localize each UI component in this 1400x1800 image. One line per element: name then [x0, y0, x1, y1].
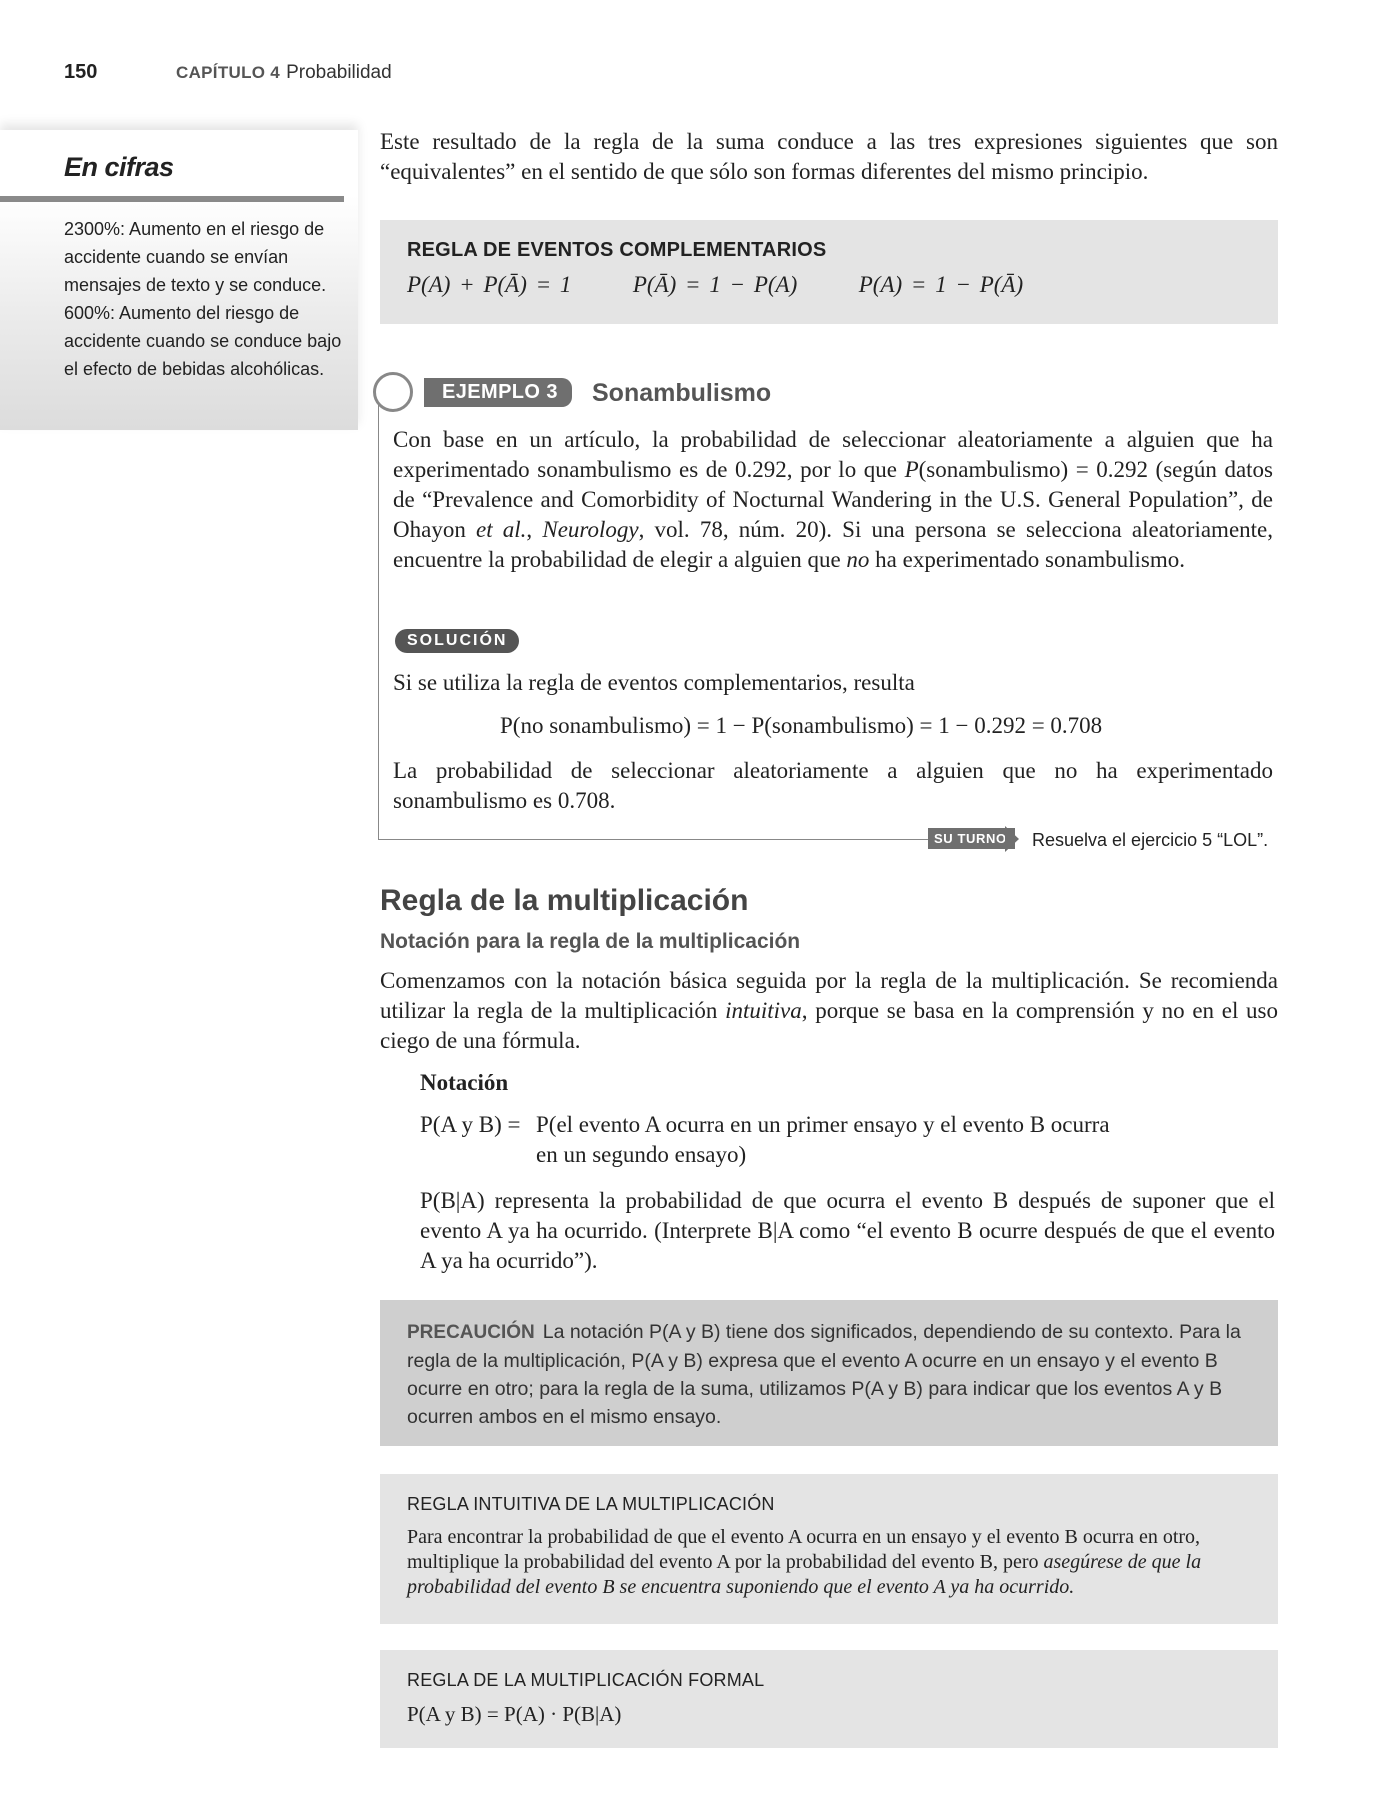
chapter-label: CAPÍTULO 4	[176, 63, 281, 82]
complement-rule-formulas	[407, 272, 1023, 298]
formal-rule-box	[380, 1650, 1278, 1748]
running-head	[176, 62, 392, 84]
su-turno-tag: SU TURNO	[928, 828, 1015, 849]
caution-text: La notación P(A y B) tiene dos significados, dependiendo de su contexto. Para la regla de la multiplicación, P(A y B) expresa que el evento A ocurre en un ensayo y el evento B ocurre en otro; para la regla de la suma, utilizamos P(A y B) para indicar que los eventos A y B ocurren ambos en el mismo ensayo.	[407, 1321, 1241, 1428]
section-intro: Comenzamos con la notación básica seguida por la regla de la multiplicación. Se recomienda utilizar la regla de la multiplicación intuitiva, porque se basa en la comprensión y no en el uso ciego de una fórmula.	[380, 968, 1278, 1053]
conditional-notation: P(B|A) representa la probabilidad de que ocurra el evento B después de suponer que el evento A ya ha ocurrido. (Interprete B|A como “el evento B ocurre después de que el evento A ya ha ocurrido”).	[420, 1188, 1275, 1273]
example-body: Con base en un artículo, la probabilidad de seleccionar aleatoriamente a alguien que ha experimentado sonambulismo es de 0.292, por lo que P(sonambulismo) = 0.292 (según datos de “Prevalence and Comorbidity of Nocturnal Wandering in the U.S. General Population”, de Ohayon et al., Neurology, vol. 78, núm. 20). Si una persona se selecciona aleatoriamente, encuentre la probabilidad de elegir a alguien que no ha experimentado sonambulismo.	[393, 427, 1274, 572]
notation-rhs-line2: en un segundo ensayo)	[536, 1142, 747, 1167]
notation-lhs: P(A y B) =	[420, 1112, 521, 1137]
sidebar-body: 2300%: Aumento en el riesgo de accidente cuando se envían mensajes de texto y se conduce. 600%: Aumento del riesgo de accidente cuando se conduce bajo el efecto de bebidas alcohólicas.	[64, 219, 342, 379]
intuitive-rule-title: REGLA INTUITIVA DE LA MULTIPLICACIÓN	[407, 1494, 775, 1514]
formal-rule-formula: P(A y B) = P(A) · P(B|A)	[407, 1702, 622, 1726]
formula-3: P(A) = 1 − P(Ā)	[858, 272, 1024, 297]
caution-label: PRECAUCIÓN	[407, 1322, 535, 1343]
formula-2: P(Ā) = 1 − P(A)	[632, 272, 798, 297]
complement-rule-title: REGLA DE EVENTOS COMPLEMENTARIOS	[407, 239, 827, 261]
formula-1: P(A) + P(Ā) = 1	[407, 272, 572, 297]
formal-rule-title: REGLA DE LA MULTIPLICACIÓN FORMAL	[407, 1670, 765, 1690]
solution-equation: P(no sonambulismo) = 1 − P(sonambulismo) = 1 − 0.292 = 0.708	[500, 713, 1103, 738]
notation-heading: Notación	[420, 1070, 509, 1095]
intuitive-rule-body: Para encontrar la probabilidad de que el evento A ocurra en un ensayo y el evento B ocurra en otro, multiplique la probabilidad del evento A por la probabilidad del evento B, pero asegúrese de que la probabilidad del evento B se encuentra suponiendo que el evento A ya ha ocurrido.	[407, 1526, 1202, 1598]
example-title: Sonambulismo	[592, 379, 772, 407]
caution-content	[407, 1318, 1265, 1431]
chapter-title: Probabilidad	[286, 62, 392, 83]
solution-label: SOLUCIÓN	[395, 629, 519, 653]
su-turno-text: Resuelva el ejercicio 5 “LOL”.	[1032, 830, 1269, 850]
example-frame-left	[378, 392, 379, 840]
section-title: Regla de la multiplicación	[380, 884, 749, 917]
page-number: 150	[64, 61, 98, 83]
notation-rhs-line1: P(el evento A ocurra en un primer ensayo y el evento B ocurra	[536, 1112, 1110, 1137]
solution-conclusion: La probabilidad de seleccionar aleatoriamente a alguien que no ha experimentado sonambulismo es 0.708.	[393, 758, 1273, 813]
sidebar-divider	[0, 196, 344, 202]
example-label: EJEMPLO 3	[424, 378, 572, 407]
example-circle-icon	[373, 372, 413, 412]
intro-paragraph: Este resultado de la regla de la suma conduce a las tres expresiones siguientes que son “equivalentes” en el sentido de que sólo son formas diferentes del mismo principio.	[380, 129, 1278, 184]
sidebar-title: En cifras	[64, 152, 174, 182]
arrow-right-icon	[1005, 826, 1019, 852]
example-frame-bottom	[378, 839, 928, 840]
solution-intro: Si se utiliza la regla de eventos complementarios, resulta	[393, 670, 915, 695]
section-subtitle: Notación para la regla de la multiplicación	[380, 930, 801, 953]
